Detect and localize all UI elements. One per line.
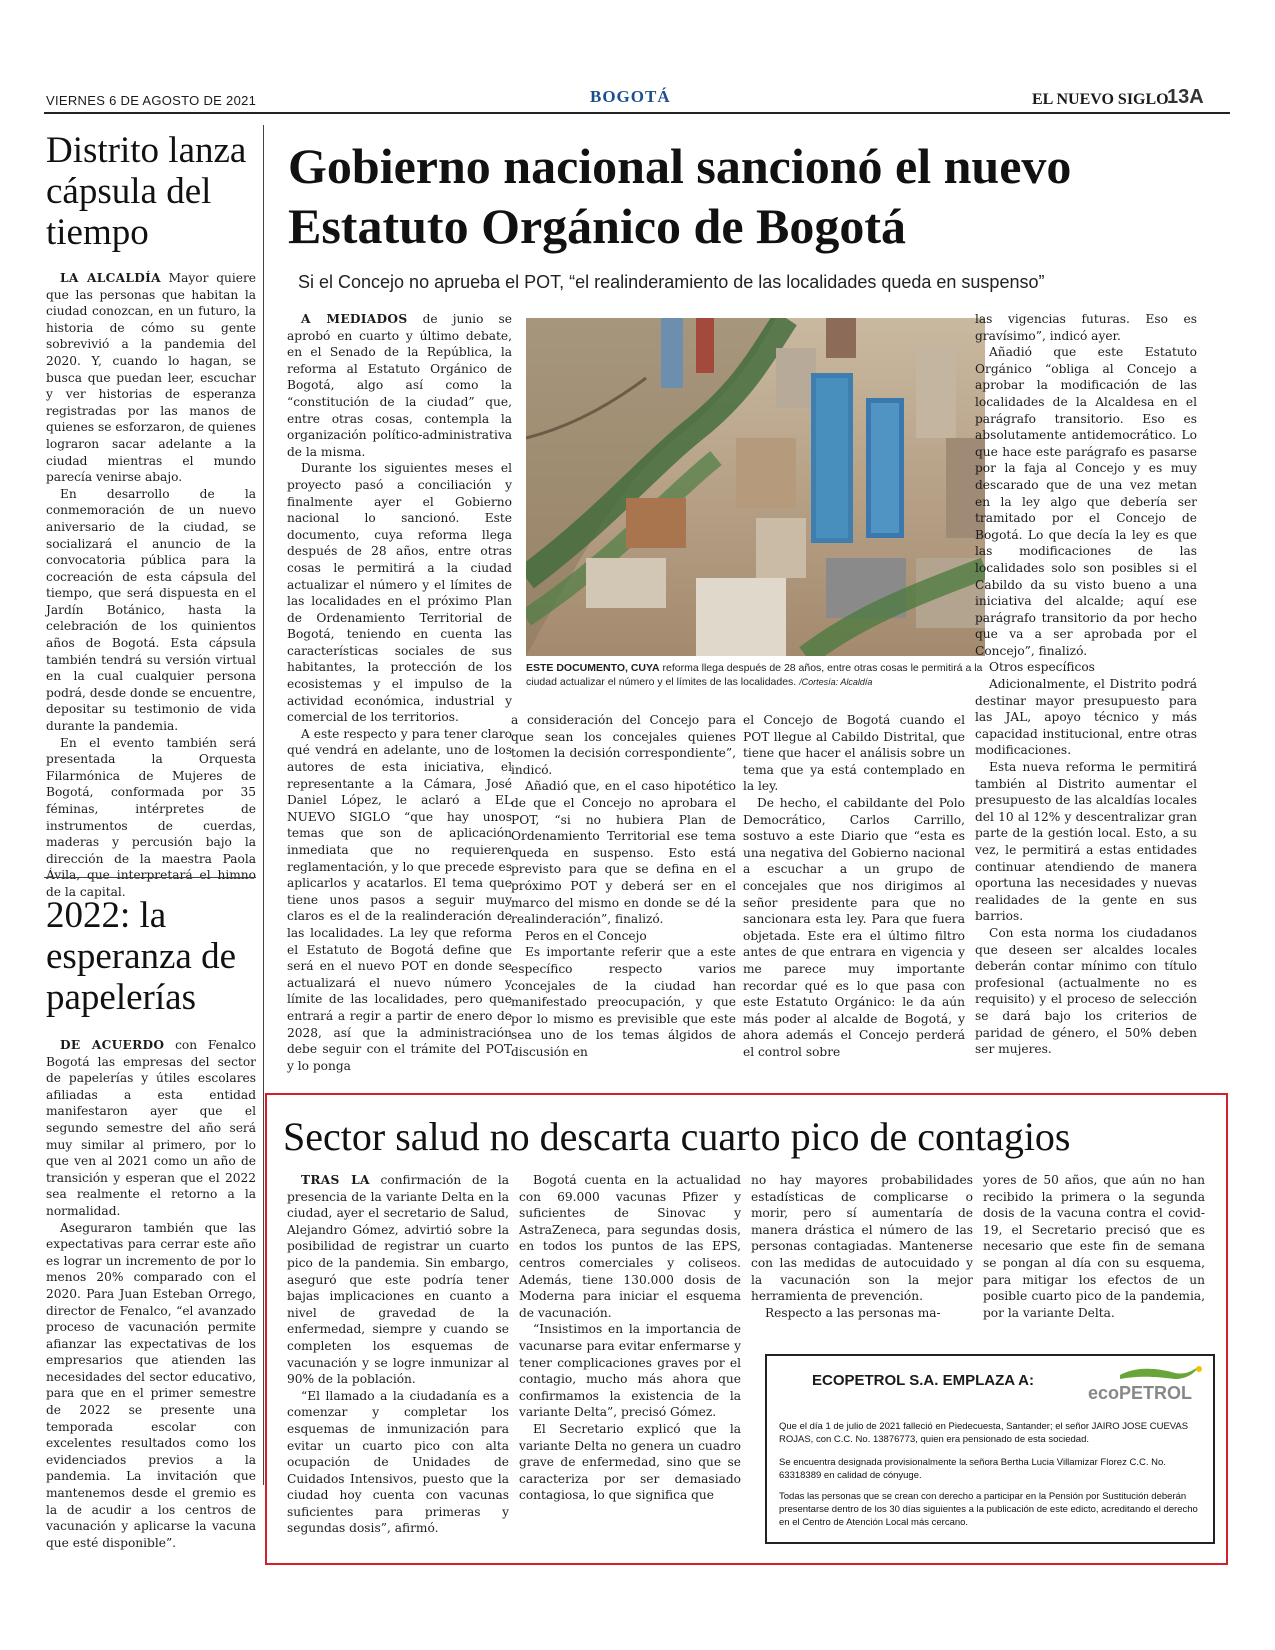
lead-word: A MEDIADOS <box>301 312 408 326</box>
caption-lead: ESTE DOCUMENTO, CUYA <box>526 662 660 674</box>
notice-title: ECOPETROL S.A. EMPLAZA A: <box>812 1372 1034 1389</box>
city-aerial-photo <box>526 318 985 656</box>
logo-text: ecoPETROL <box>1088 1383 1193 1403</box>
page-number: 13A <box>1167 86 1204 108</box>
notice-paragraph-3: Todas las personas que se crean con derecho a participar en la Pensión por Sustitución deberán presentarse dentro de los 30 días siguientes a la publicación de este edicto, acreditando el derecho en el Centro de Atención Local más cercano. <box>779 1491 1198 1528</box>
photo-caption: ESTE DOCUMENTO, CUYA reforma llega después de 28 años, entre otras cosas le permitirá a la ciudad actualizar el número y el límites de las localidades. /Cortesía: Alcaldía <box>526 662 983 688</box>
notice-paragraph-2: Se encuentra designada provisionalmente la señora Bertha Lucia Villamizar Florez C.C. No. 63318389 en calidad de cónyuge. <box>779 1457 1166 1481</box>
lead-word: DE ACUERDO <box>60 1038 165 1052</box>
sidebar-divider <box>263 125 264 1485</box>
health-article-title: Sector salud no descarta cuarto pico de contagios <box>283 1114 1071 1159</box>
health-column-1: TRAS LA confirmación de la presencia de la variante Delta en la ciudad, ayer el secretario de Salud, Alejandro Gómez, advirtió sobre la posibilidad de registrar un cuarto pico de la pandemia. Sin embargo, aseguró que este podría tener bajas implicaciones en cuanto a nivel de gravedad de la enfermedad, siempre y cuando se completen los esquemas de vacunación y se logre inmunizar al 90% de la población. “El llamado a la ciudadanía es a comenzar y completar los esquemas de inmunización para evitar un cuarto pico con alta ocupación de Unidades de Cuidados Intensivos, puesto que la ciudad hoy cuenta con vacunas suficientes para primeras y segundas dosis”, afirmó. <box>287 1173 509 1536</box>
notice-paragraph-1: Que el día 1 de julio de 2021 falleció en Piedecuesta, Santander; el señor JAIRO JOSE CUEVAS ROJAS, con C.C. No. 13876773, quien era pensionado de esta sociedad. <box>779 1421 1189 1445</box>
header-rule <box>44 112 1230 114</box>
subhead-otros: Otros específicos <box>989 660 1095 675</box>
main-column-4: las vigencias futuras. Eso es gravísimo”, indicó ayer. Añadió que este Estatuto Orgánico “obliga al Concejo a aprobar la modificación de las localidades de la Alcaldesa en el parágrafo transitorio. Eso es absolutamente antidemocrático. Lo que hace este parágrafo es pasarse por la faja al Concejo y es muy descarado que de una vez metan en la ley algo que debería ser tramitado por el Concejo de Bogotá. Lo que decía la ley es que las modificaciones de las localidades solo son posibles si el Cabildo da su visto bueno a una iniciativa del alcalde; aquí ese parágrafo transitorio da por hecho que va a ser aprobada por el Concejo”, finalizó. Otros específicos Adicionalmente, el Distrito podrá destinar mayor presupuesto para las JAL, apoyo técnico y más capacidad institucional, entre otras modificaciones. Esta nueva reforma le permitirá también al Distrito aumentar el presupuesto de las alcaldías locales del 10 al 12% y descentralizar gran parte de la gestión local. Esto, a su vez, le permitirá a estas entidades continuar atendiendo de manera oportuna las necesidades y nuevas realidades de la gente en sus barrios. Con esta norma los ciudadanos que deseen ser alcaldes locales deberán contar mínimo con título profesional (actualmente no es requisito) y el proceso de selección se dará bajo los criterios de paridad de género, el 50% deben ser mujeres. <box>975 312 1197 1057</box>
health-column-2: Bogotá cuenta en la actualidad con 69.000 vacunas Pfizer y suficientes de Sinovac y AstraZeneca, para segundas dosis, en todos los puntos de las EPS, centros comerciales y coliseos. Además, tiene 130.000 dosis de Moderna para iniciar el esquema de vacunación. “Insistimos en la importancia de vacunarse para evitar enfermarse y tener complicaciones graves por el contagio, mucho más ahora que confirmamos la existencia de la variante Delta”, precisó Gómez. El Secretario explicó que la variante Delta no genera un cuadro grave de enfermedad, sino que se caracteriza por ser demasiado contagiosa, lo que significa que <box>519 1173 741 1503</box>
health-column-3: no hay mayores probabilidades estadísticas de complicarse o morir, pero sí aumentaría de manera drástica el número de las personas contagiadas. Mantenerse con las medidas de autocuidado y la vacunación son la mejor herramienta de prevención. Respecto a las personas ma- <box>751 1173 973 1320</box>
issue-date: VIERNES 6 DE AGOSTO DE 2021 <box>46 93 257 108</box>
city-aerial-image <box>526 318 985 656</box>
newspaper-brand: EL NUEVO SIGLO <box>1032 91 1169 108</box>
lead-word: TRAS LA <box>301 1173 370 1187</box>
side-article-1-title: Distrito lanza cápsula del tiempo <box>46 130 247 253</box>
side-article-1-body: LA ALCALDÍA Mayor quiere que las personas que habitan la ciudad conozcan, en un futuro, la historia de cómo su gente sobrevivió a la pandemia del 2020. Y, cuando lo hagan, se busca que puedan leer, escuchar y ver historias de esperanza registradas por las manos de quienes se esforzaron, de quienes lograron sacar adelante a la ciudad mientras el mundo parecía venirse abajo. En desarrollo de la conmemoración de un nuevo aniversario de la ciudad, se socializará el anuncio de la convocatoria pública para la cocreación de esta cápsula del tiempo, que será dispuesta en el Jardín Botánico, hasta la celebración de los quinientos años de Bogotá. Esta cápsula también tendrá su versión virtual en la cual cualquier persona podrá, desde donde se encuentre, depositar su testimonio de vida durante la pandemia. En el evento también será presentada la Orquesta Filarmónica de Mujeres de Bogotá, conformada por 35 féminas, intérpretes de instrumentos de cuerdas, maderas y percusión bajo la dirección de la maestra Paola Ávila, que interpretará el himno de la capital. <box>46 271 257 899</box>
main-subheadline: Si el Concejo no aprueba el POT, “el realinderamiento de las localidades queda en suspenso” <box>298 272 1045 292</box>
subhead-concejo: Peros en el Concejo <box>525 928 647 943</box>
iguana-logo-icon <box>1080 1361 1220 1405</box>
sidebar-article-divider <box>44 877 256 878</box>
side-article-2-title: 2022: la esperanza de papelerías <box>46 895 237 1018</box>
photo-credit: /Cortesía: Alcaldía <box>799 677 873 687</box>
main-column-1: A MEDIADOS de junio se aprobó en cuarto y último debate, en el Senado de la República, la reforma al Estatuto Orgánico de Bogotá, algo así como la “constitución de la ciudad” que, entre otras cosas, contempla la organización político-administrativa de la misma. Durante los siguientes meses el proyecto pasó a conciliación y finalmente ayer el Gobierno nacional lo sancionó. Este documento, cuya reforma llega después de 28 años, entre otras cosas le permitirá a la ciudad actualizar el número y el límites de las localidades en el próximo Plan de Ordenamiento Territorial de Bogotá, teniendo en cuenta las características sociales de sus habitantes, la protección de los ecosistemas y el impulso de la actividad económica, industrial y comercial de los territorios. A este respecto y para tener claro qué vendrá en adelante, uno de los autores de esta iniciativa, el representante a la Cámara, José Daniel López, le aclaró a EL NUEVO SIGLO “que hay unos temas que son de aplicación inmediata que no requieren reglamentación, y lo que precede es aplicarlos y acatarlos. El tema que tiene unos pasos a seguir muy claros es el de la realinderación de las localidades. La ley que reforma el Estatuto de Bogotá define que será en el nuevo POT en donde se actualizará el nuevo número y límite de las localidades, pero que entrará a regir a partir de enero de 2028, así que la administración debe seguir con el trámite del POT y lo ponga <box>287 312 512 1073</box>
lead-word: LA ALCALDÍA <box>60 271 161 285</box>
ecopetrol-logo <box>1080 1361 1220 1405</box>
main-column-3: el Concejo de Bogotá cuando el POT llegue al Cabildo Distrital, que tiene que hacer el análisis sobre un tema que ya está contemplado en la ley. De hecho, el cabildante del Polo Democrático, Carlos Carrillo, sostuvo a este Diario que “esta es una negativa del Gobierno nacional a escuchar a un grupo de concejales que nos dirigimos al señor presidente para que no sancionara esta ley. Para que fuera objetada. Este era el último filtro antes de que entrara en vigencia y me parece muy importante recordar qué es lo que pasa con este Estatuto Orgánico: le da aún más poder al alcalde de Bogotá, y ahora además el Concejo perderá el control sobre <box>743 713 965 1059</box>
health-column-4: yores de 50 años, que aún no han recibido la primera o la segunda dosis de la vacuna contra el covid-19, el Secretario precisó que es necesario que este fin de semana se pongan al día con su esquema, para mitigar los efectos de un posible cuarto pico de la pandemia, por la variante Delta. <box>983 1173 1205 1320</box>
main-headline: Gobierno nacional sancionó el nuevo Estatuto Orgánico de Bogotá <box>288 138 1072 254</box>
section-name: BOGOTÁ <box>590 87 671 106</box>
side-article-2-body: DE ACUERDO con Fenalco Bogotá las empresas del sector de papelerías y útiles escolares afiliadas a esta entidad manifestaron ayer que el segundo semestre del año será muy similar al primero, por lo que ven al 2021 como un año de transición y esperan que el 2022 sea realmente el retorno a la normalidad. Aseguraron también que las expectativas para cerrar este año es lograr un incremento de por lo menos 20% comparado con el 2020. Para Juan Esteban Orrego, director de Fenalco, “el avanzado proceso de vacunación permite afianzar las expectativas de los empresarios que atienden las necesidades del sector educativo, para que en el primer semestre de 2022 se presente una temporada escolar con excelentes resultados como los evidenciados previos a la pandemia. La invitación que mantenemos desde el gremio es la de acudir a los centros de vacunación y aplicarse la vacuna que esté disponible”. <box>46 1038 256 1550</box>
main-column-2: a consideración del Concejo para que sean los concejales quienes tomen la decisión correspondiente”, indicó. Añadió que, en el caso hipotético de que el Concejo no aprobara el POT, “si no hubiera Plan de Ordenamiento Territorial ese tema queda en suspenso. Esto está previsto para que se defina en el próximo POT y deberá ser en el marco del mismo en donde se dé la realinderación”, finalizó. Peros en el Concejo Es importante referir que a este específico respecto varios concejales de la ciudad han manifestado preocupación, y que por lo mismo es previsible que este sea uno de los temas álgidos de discusión en <box>511 713 736 1059</box>
